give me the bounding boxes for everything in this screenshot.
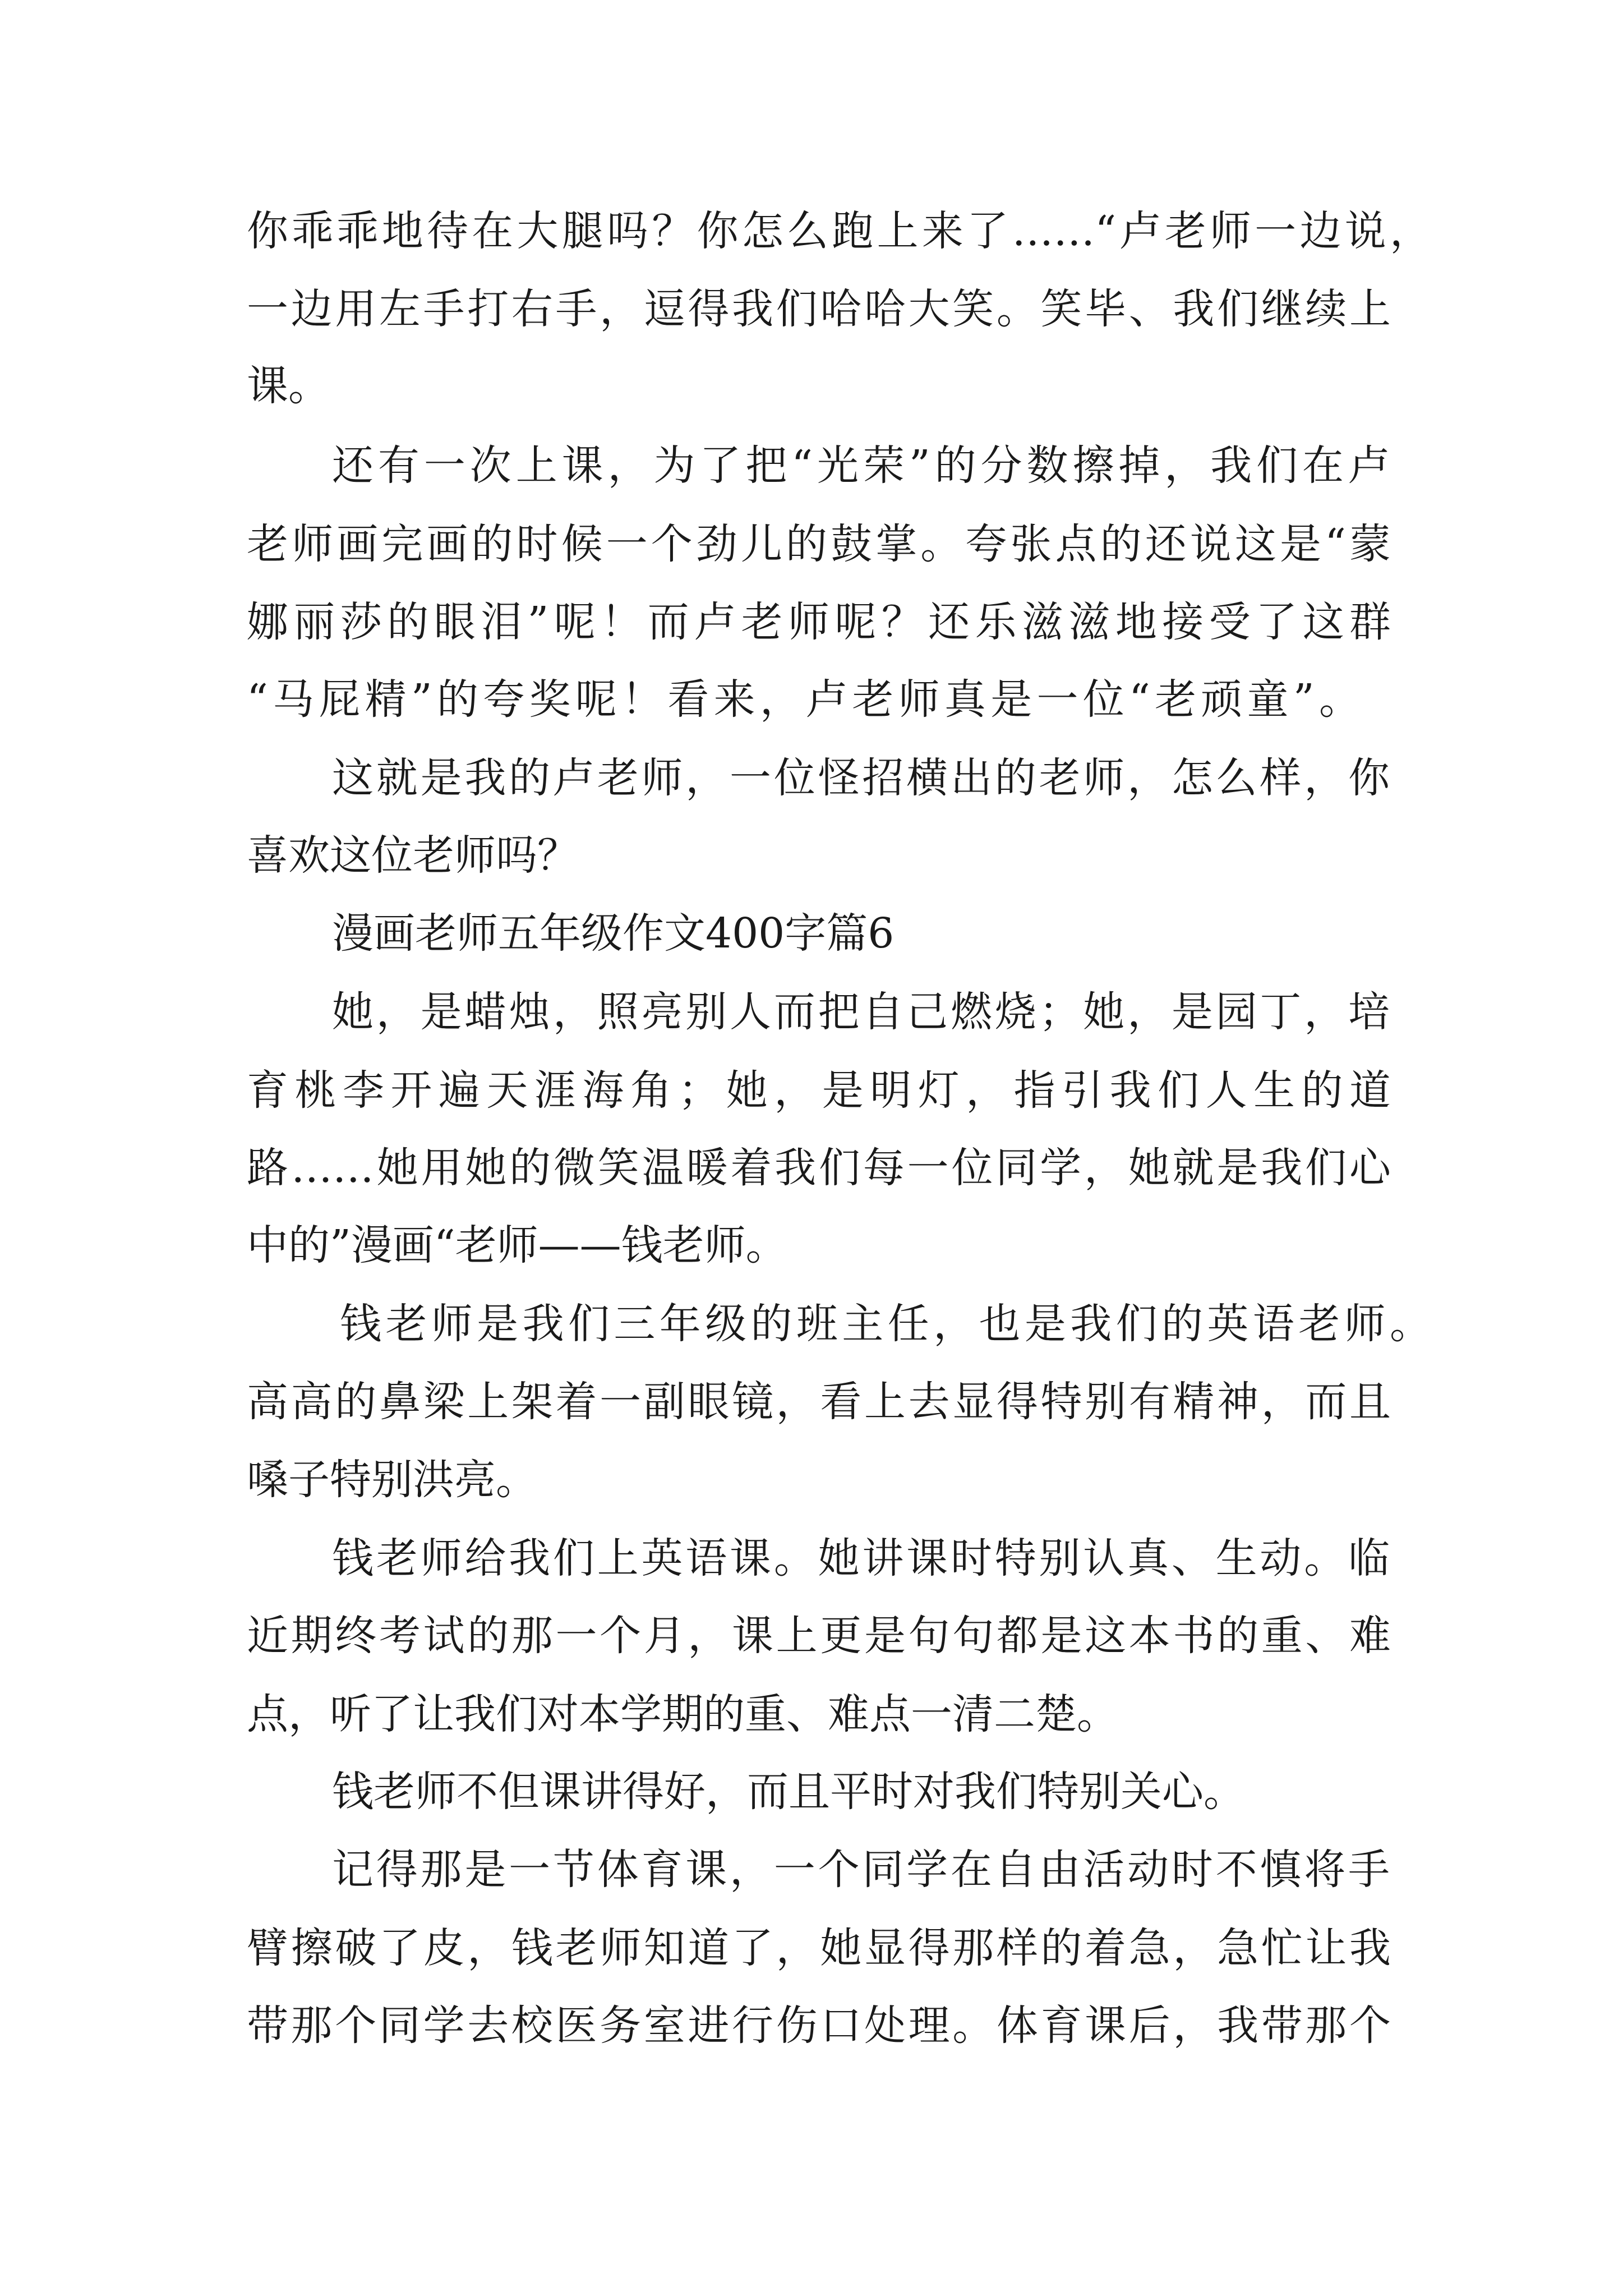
section-heading: 漫画老师五年级作文400字篇6 — [332, 909, 895, 958]
text-line: 还有一次上课，为了把“光荣”的分数擦掉，我们在卢 — [332, 441, 1390, 490]
text-line: 钱老师是我们三年级的班主任，也是我们的英语老师。 — [340, 1300, 1431, 1348]
text-line: 一边用左手打右手，逗得我们哈哈大笑。笑毕、我们继续上 — [247, 285, 1391, 333]
text-line: 她，是蜡烛，照亮别人而把自己燃烧；她，是园丁，培 — [332, 988, 1390, 1036]
text-line: 带那个同学去校医务室进行伤口处理。体育课后，我带那个 — [247, 2001, 1391, 2050]
text-line: 娜丽莎的眼泪”呢！而卢老师呢？还乐滋滋地接受了这群 — [247, 598, 1391, 646]
text-line: 你乖乖地待在大腿吗？你怎么跑上来了……“卢老师一边说， — [247, 207, 1431, 255]
text-line: 近期终考试的那一个月，课上更是句句都是这本书的重、难 — [247, 1612, 1391, 1660]
text-line: 嗓子特别洪亮。 — [247, 1456, 537, 1504]
text-line: 老师画完画的时候一个劲儿的鼓掌。夸张点的还说这是“蒙 — [247, 520, 1391, 568]
text-line: 中的”漫画“老师——钱老师。 — [247, 1221, 787, 1269]
text-line: “马屁精”的夸奖呢！看来，卢老师真是一位“老顽童”。 — [247, 675, 1361, 724]
text-line: 这就是我的卢老师，一位怪招横出的老师，怎么样，你 — [332, 754, 1390, 802]
text-line: 记得那是一节体育课，一个同学在自由活动时不慎将手 — [332, 1846, 1390, 1894]
text-line: 育桃李开遍天涯海角；她，是明灯，指引我们人生的道 — [247, 1066, 1391, 1115]
text-line: 路……她用她的微笑温暖着我们每一位同学，她就是我们心 — [247, 1144, 1391, 1192]
text-line: 钱老师给我们上英语课。她讲课时特别认真、生动。临 — [332, 1534, 1390, 1582]
text-line: 课。 — [247, 362, 330, 410]
text-line: 臂擦破了皮，钱老师知道了，她显得那样的着急，急忙让我 — [247, 1924, 1391, 1972]
text-line: 高高的鼻梁上架着一副眼镜，看上去显得特别有精神，而且 — [247, 1378, 1391, 1426]
text-line: 喜欢这位老师吗？ — [247, 831, 579, 880]
text-line: 点，听了让我们对本学期的重、难点一清二楚。 — [247, 1690, 1118, 1738]
text-line: 钱老师不但课讲得好，而且平时对我们特别关心。 — [332, 1768, 1245, 1816]
